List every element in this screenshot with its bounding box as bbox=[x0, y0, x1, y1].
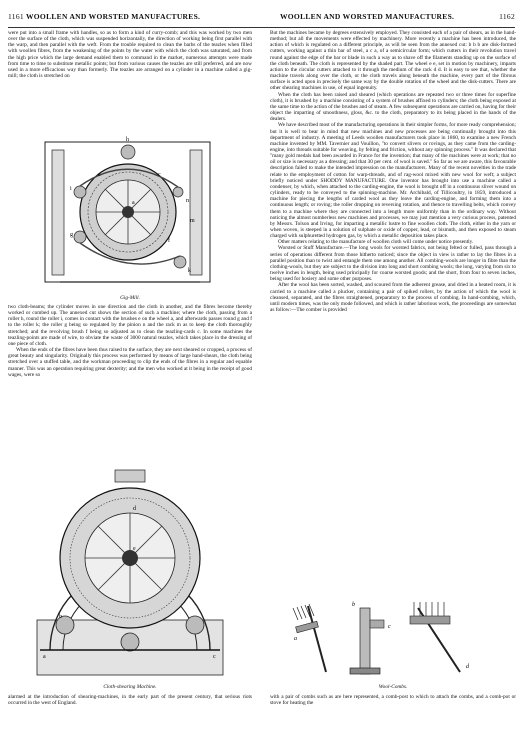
paragraph: After the wool has been sorted, washed, and scoured from the adherent grease, and dried in a heated room, it is carried to a machine called a plucker, containing a pair of spiked rollers, by the action of which the wool is cleansed, separated, and the fibres straightened, preparatory to the process of combing. In hand-combing, which, until modern times, was the only mode followed, and which is rather laborious work, the proceedings are somewhat as follow:—The comber is provided bbox=[270, 282, 516, 314]
gig-label: e bbox=[98, 172, 101, 178]
paragraph: When the cloth has been raised and sheared (which operations are repeated two or three times for superfine cloth), it is brushed by a machine consisting of a system of brushes affixed to cylinders; the cloth being exposed at the same time to the action of the brushes and of steam. A few subsequent operations are carried on, having for their object the imparting of smoothness, gloss, &c. to the cloth, preparatory to its being placed in the hands of the dealers. bbox=[270, 91, 516, 123]
left-column-top bbox=[8, 30, 252, 130]
gig-label: h bbox=[126, 137, 129, 143]
gig-label: g bbox=[70, 232, 73, 238]
left-column-bottom bbox=[8, 694, 252, 714]
running-title-left: WOOLLEN AND WORSTED MANUFACTURES. bbox=[26, 12, 201, 21]
gig-label: a bbox=[132, 200, 135, 206]
gig-label: i bbox=[70, 186, 72, 192]
shear-label: b bbox=[59, 614, 62, 620]
gig-mill-drawing bbox=[40, 132, 215, 292]
left-column-middle bbox=[8, 304, 252, 446]
paragraph: We have described most of the manufacturing operations in their simpler forms, for more ready comprehension; but it is well to bear in mind that new machines and new processes are being continually brought into this department of industry. A meeting of Leeds woollen manufacturers took place in 1860, to examine a new French machine invented by MM. Tavernier and Vouillon, "to convert slivers or rovings, as they came from the carding-engine, into threads suitable for weaving, by felting and friction, without any spinning process." It was declared that "many gold medals had been awarded in France for the invention; that many of the machines were at work; that no oil or size is necessary as a dressing; and that 30 per cent. of wool is saved." So far as we are aware, this favourable description failed to make the intended impression on the manufacturers. Many of the recent novelties in the trade relate to the employment of cotton for warp-threads, and of rag-wool mixed with new wool for weft; a subject briefly noticed under SHODDY MANUFACTURE. One inventor has brought into use a machine called a condenser, by which, when attached to the carding-engine, the wool is brought off in a continuous sliver wound on cylinders, ready to be conveyed to the spinning-machine. Mr. Archibald, of Tillicoultry, in 1859, introduced a machine for piecing the lengths of carded wool as they leave the carding-engine, and forming them into a continuous length; or roving; the roller dropping on reversing rotation, and thence to travelling belts, which convey them to a machine where they are connected into a length more uniformly than in the ordinary way. Without noticing the almost numberless new machines and processes, we may just mention a very curious process, patented by Messrs. Tolson and Irving, for imparting a metallic lustre to fine woollen cloth. The cloth, either in the yarn or when woven, is steeped in a solution of sulphate or oxide of copper, lead, or bismuth, and then exposed to steam charged with sulphuretted hydrogen gas, by which a metallic deposition takes place. bbox=[270, 122, 516, 240]
running-header bbox=[8, 12, 515, 26]
comb-label: b bbox=[352, 602, 355, 608]
header-rule bbox=[8, 27, 515, 28]
paragraph: Worsted or Stuff Manufacture.—The long wools for worsted fabrics, not being felted or fulled, pass through a series of operations different from those hitherto noticed; since the object in view is rather to lay the fibres in a parallel position than to twist and entangle them one among another. All combing-wools are longer in fibre than the clothing-wools, but they are subject to the division into long and short combing wools; the long, varying from six to twelve inches in length, being used principally for coarse worsted goods; and the short, from four to seven inches, being used for hosiery and some other purposes. bbox=[270, 245, 516, 283]
gig-label: m bbox=[190, 218, 195, 224]
comb-label: d bbox=[466, 664, 469, 670]
paragraph: But the machines became by degrees extensively employed. They consisted each of a pair of shears, as in the hand-method; but all the movements were effected by machinery. More recently a machine has been introduced, the action of which is regulated on a different principle, as will be seen from the annexed cut: b b b are disk-formed cutters, working against a thin bar of steel, a c a, of a semicircular form; which cutters in their revolution travel round against the edge of the bar or blade in such a way as to shave off the filaments standing up on the surface of the cloth beneath. The cloth is represented by the shaded part. The wheel e e, set in motion by machinery, imparts action to the circular cutters attached to it through the medium of the rack d d. It is easy to see that, whether the machine travels along over the cloth, or the cloth travels along beneath the machine, every part of the fibrous surface is acted upon in precisely the same way by the double rotation of the wheel and the disk-cutters. There are other shearing machines in use, of equal ingenuity. bbox=[270, 30, 516, 92]
cloth-shearing-drawing bbox=[35, 450, 225, 682]
paragraph: with a pair of combs such as are here represented, a comb-post to which to attach the combs, and a comb-pot or stove for heating the bbox=[270, 694, 516, 707]
shear-label: e bbox=[133, 546, 136, 552]
gig-label: f bbox=[168, 238, 170, 244]
running-title-right: WOOLLEN AND WORSTED MANUFACTURES. bbox=[280, 12, 455, 21]
comb-post bbox=[350, 608, 384, 674]
figure-caption-wool-combs: Wool-Combs. bbox=[378, 684, 408, 690]
right-column-text bbox=[270, 30, 516, 595]
figure-caption-cloth-shearing: Cloth-shearing Machine. bbox=[103, 684, 157, 690]
right-column-bottom bbox=[270, 694, 516, 714]
comb-left bbox=[293, 604, 326, 672]
paragraph: When the ends of the fibres have been thus raised to the surface, they are next sheared or cropped, a process of great beauty and singularity. Originally this process was performed by means of large hand-shears, the cloth being stretched over a stuffed table, and the workman proceeding to clip the ends of the fibres in a regular and equable manner. This was an operation requiring great dexterity; and the men who worked at it being in the receipt of good wages, were so bbox=[8, 347, 252, 378]
paragraph: alarmed at the introduction of shearing-machines, in the early part of the present century, that serious riots occurred in the west of England. bbox=[8, 694, 252, 707]
gig-label: k bbox=[188, 268, 191, 274]
page-number-left: 1161 bbox=[8, 12, 24, 21]
page-number-right: 1162 bbox=[499, 12, 515, 21]
gig-mill-illustration bbox=[40, 132, 215, 292]
comb-label: c bbox=[388, 624, 391, 630]
shear-label: d bbox=[133, 506, 136, 512]
wool-combs-illustration bbox=[290, 598, 500, 680]
paragraph: two cloth-beams; the cylinder moves in one direction and the cloth in another, and the fibres become thereby worked or combed up. The annexed cut shows the section of such a machine; where the cloth, passing from a roller h, round the roller i, comes in contact with the brushes e on the wheel a, and afterwards passes round g and f to the roller k; the roller g being so regulated by the pinion n and the rack m as to keep the cloth thoroughly stretched; and the revolving brush f being so adjusted as to clean the teazling-cards c. In some machines the teazling-points are made of wire, to obviate the waste of 3000 natural teazles, which takes place in the dressing of one piece of cloth. bbox=[8, 304, 252, 347]
shear-label: c bbox=[213, 654, 216, 660]
gig-label: n bbox=[186, 198, 189, 204]
figure-caption-gig-mill: Gig-Mill. bbox=[120, 295, 140, 301]
cloth-shearing-illustration bbox=[35, 450, 225, 682]
gig-label: c bbox=[158, 172, 161, 178]
paragraph: Other matters relating to the manufacture of woollen cloth will come under notice presently. bbox=[278, 239, 474, 246]
paragraph: were put into a small frame with handles, so as to form a kind of curry-comb; and this was worked by two men over the surface of the cloth, which was suspended horizontally, the direction of working being first parallel with the warp, and then parallel with the weft. From the trouble required to clean the barbs of the teazles when filled with woollen fibres, from the weakening of the points by the water with which the cloth was saturated, and from the high price which the large demand enabled them to command in the market, numerous attempts were made from time to time to substitute metallic points; but from various causes the teazles are still preferred, and are now used in a more efficacious way than formerly. The teazles are arranged on a cylinder in a machine called a gig-mill; the cloth is stretched on bbox=[8, 30, 252, 80]
comb-label: a bbox=[294, 636, 297, 642]
shear-label: a bbox=[43, 654, 46, 660]
comb-right bbox=[410, 602, 460, 672]
wool-combs-drawing bbox=[290, 598, 500, 680]
